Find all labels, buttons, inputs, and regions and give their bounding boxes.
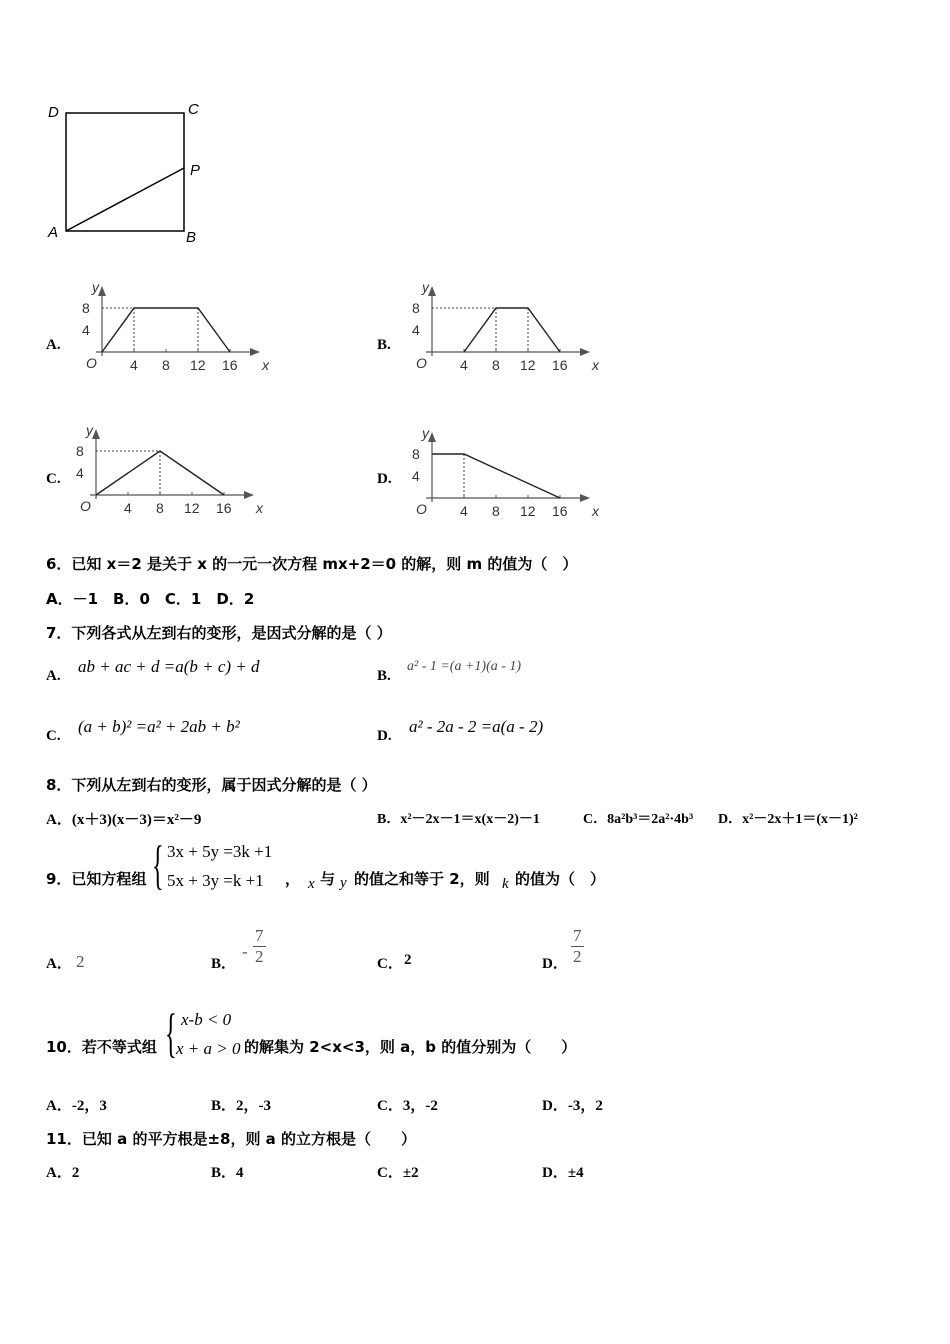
y-axis-arrow [92, 429, 100, 439]
q7-option-a-label: A. [46, 668, 61, 684]
q9-option-d-numerator: 7 [573, 926, 582, 945]
q9-option-b-sign: - [242, 942, 248, 961]
q7-option-c-label: C. [46, 728, 61, 744]
x-tick-label: 4 [460, 357, 468, 373]
q11-option-a-label: A． [46, 1165, 72, 1181]
x-axis-label: x [592, 503, 599, 519]
q9-prefix: 9．已知方程组 [46, 870, 147, 888]
q9-option-c-label: C． [377, 956, 403, 972]
q11-option-a [46, 1161, 79, 1182]
q8-option-b-expr: x²－2x－1＝x(x－2)－1 [400, 812, 540, 827]
q11-stem: 11．已知 a 的平方根是±8，则 a 的立方根是（ ） [46, 1130, 417, 1148]
graph-option-a [70, 282, 270, 382]
q7-option-b-expr: a² - 1 =(a +1)(a - 1) [407, 659, 522, 674]
q9-comma: ， [285, 870, 301, 888]
y-tick-label: 4 [412, 322, 420, 338]
q10-option-c [377, 1094, 438, 1115]
q11-option-d-label: D． [542, 1165, 568, 1181]
q10-option-a-value: -2，3 [71, 1098, 107, 1114]
q10-option-a [46, 1094, 107, 1115]
origin-label: O [416, 501, 427, 517]
label-p: P [190, 162, 201, 179]
q10-suffix: 的解集为 2<x<3，则 a，b 的值分别为（ ） [244, 1038, 577, 1056]
graph-option-d [400, 428, 600, 528]
q11-option-b-label: B． [211, 1165, 237, 1181]
q5-option-d-label: D. [377, 471, 392, 487]
x-axis-label: x [262, 357, 269, 373]
q10-prefix: 10．若不等式组 [46, 1038, 157, 1056]
q8-option-d [718, 808, 858, 828]
q8-option-b [377, 808, 540, 828]
q8-option-a-expr: (x＋3)(x－3)＝x²－9 [71, 812, 202, 828]
x-tick-label: 12 [520, 357, 536, 373]
q9-option-b-numerator: 7 [255, 926, 264, 945]
q9-var-y: y [340, 875, 347, 891]
y-axis-arrow [428, 432, 436, 442]
x-axis-arrow [244, 491, 254, 499]
x-tick-label: 16 [552, 503, 568, 519]
x-tick-label: 12 [520, 503, 536, 519]
q9-suffix: 的值之和等于 2，则 [354, 870, 490, 888]
y-tick-label: 8 [412, 446, 420, 462]
q8-option-c-label: C． [583, 812, 608, 827]
graph-option-c [64, 425, 264, 525]
q11-option-d [542, 1161, 584, 1182]
y-tick-label: 8 [412, 300, 420, 316]
q9-eq1: 3x + 5y =3k +1 [167, 842, 273, 861]
y-axis-arrow [428, 286, 436, 296]
q9-option-c-value: 2 [404, 952, 412, 968]
q6-options: A．－1 B．0 C．1 D．2 [46, 590, 255, 608]
y-axis-label: y [86, 425, 93, 438]
q9-var-k: k [502, 876, 509, 892]
label-c: C [188, 101, 199, 118]
x-tick-label: 8 [492, 357, 500, 373]
graph-line [102, 308, 230, 352]
y-axis-arrow [98, 286, 106, 296]
q10-ineq2: x + a > 0 [176, 1039, 241, 1058]
graph-option-b [400, 282, 600, 382]
q9-option-b-fraction [253, 926, 266, 967]
q9-option-d-fraction [571, 926, 584, 967]
q8-option-d-expr: x²－2x＋1＝(x－1)² [742, 812, 858, 827]
origin-label: O [86, 355, 97, 371]
x-tick-label: 12 [190, 357, 206, 373]
q8-option-c-expr: 8a²b³＝2a²·4b³ [607, 812, 694, 827]
origin-label: O [416, 355, 427, 371]
x-tick-label: 12 [184, 500, 200, 516]
x-axis-label: x [256, 500, 263, 516]
q11-option-c-label: C． [377, 1165, 403, 1181]
q5-option-a-label: A. [46, 337, 61, 353]
q9-option-a-value: 2 [76, 952, 85, 971]
q7-option-c-expr: (a + b)² =a² + 2ab + b² [78, 717, 240, 736]
y-tick-label: 8 [76, 443, 84, 459]
q9-option-b-denominator: 2 [255, 947, 264, 966]
q8-option-d-label: D． [718, 812, 743, 827]
square-figure [40, 95, 220, 255]
q8-option-a [46, 808, 201, 829]
q9-mid: 与 [320, 870, 336, 888]
q11-option-b [211, 1161, 244, 1182]
y-tick-label: 4 [82, 322, 90, 338]
q5-option-b-label: B. [377, 337, 391, 353]
y-axis-label: y [422, 282, 429, 295]
x-tick-label: 16 [216, 500, 232, 516]
q10-option-d-value: -3，2 [567, 1098, 603, 1114]
q9-option-d-label: D． [542, 956, 568, 972]
q10-brace: { [165, 1003, 177, 1063]
q5-option-c-label: C. [46, 471, 61, 487]
x-tick-label: 4 [130, 357, 138, 373]
q9-option-b-label: B． [211, 956, 237, 972]
y-tick-label: 4 [76, 465, 84, 481]
q9-option-a-label: A． [46, 956, 72, 972]
q10-ineq1: x-b < 0 [181, 1010, 232, 1029]
q9-eq2: 5x + 3y =k +1 [167, 871, 264, 890]
graph-line [432, 454, 560, 498]
q10-option-c-label: C． [377, 1098, 403, 1114]
q8-option-a-label: A． [46, 812, 72, 828]
q11-option-c-value: ±2 [402, 1165, 419, 1181]
x-axis-arrow [250, 348, 260, 356]
x-axis-label: x [592, 357, 599, 373]
x-axis-arrow [580, 348, 590, 356]
q7-stem: 7．下列各式从左到右的变形，是因式分解的是（ ） [46, 624, 392, 642]
x-tick-label: 8 [162, 357, 170, 373]
origin-label: O [80, 498, 91, 514]
x-tick-label: 8 [156, 500, 164, 516]
q7-option-d-expr: a² - 2a - 2 =a(a - 2) [409, 717, 544, 736]
q8-stem: 8．下列从左到右的变形，属于因式分解的是（ ） [46, 776, 377, 794]
x-tick-label: 16 [222, 357, 238, 373]
q10-option-a-label: A． [46, 1098, 72, 1114]
q7-option-b-label: B. [377, 668, 391, 684]
q11-option-b-value: 4 [236, 1165, 244, 1181]
q10-option-c-value: 3，-2 [402, 1098, 438, 1114]
label-a: A [48, 224, 59, 241]
q10-option-b-value: 2，-3 [236, 1098, 272, 1114]
q10-option-d [542, 1094, 603, 1115]
graph-line [464, 308, 560, 352]
x-tick-label: 8 [492, 503, 500, 519]
q7-option-a-expr: ab + ac + d =a(b + c) + d [78, 657, 260, 676]
q6-stem: 6．已知 x＝2 是关于 x 的一元一次方程 mx+2＝0 的解，则 m 的值为（ ） [46, 555, 578, 573]
y-axis-label: y [422, 428, 429, 441]
q11-option-a-value: 2 [71, 1165, 80, 1181]
q9-var-x: x [308, 876, 315, 892]
q7-option-d-label: D. [377, 728, 392, 744]
q10-option-b-label: B． [211, 1098, 237, 1114]
q11-option-d-value: ±4 [567, 1165, 584, 1181]
y-tick-label: 8 [82, 300, 90, 316]
q8-option-b-label: B． [377, 812, 401, 827]
q9-option-d-denominator: 2 [573, 947, 582, 966]
label-d: D [48, 104, 59, 121]
q8-option-c [583, 808, 693, 828]
x-axis-arrow [580, 494, 590, 502]
x-tick-label: 4 [124, 500, 132, 516]
q9-end: 的值为（ ） [515, 870, 606, 888]
q9-brace: { [152, 835, 164, 895]
y-tick-label: 4 [412, 468, 420, 484]
y-axis-label: y [92, 282, 99, 295]
x-tick-label: 16 [552, 357, 568, 373]
label-b: B [186, 229, 197, 246]
q10-option-d-label: D． [542, 1098, 568, 1114]
q10-option-b [211, 1094, 271, 1115]
x-tick-label: 4 [460, 503, 468, 519]
q11-option-c [377, 1161, 419, 1182]
